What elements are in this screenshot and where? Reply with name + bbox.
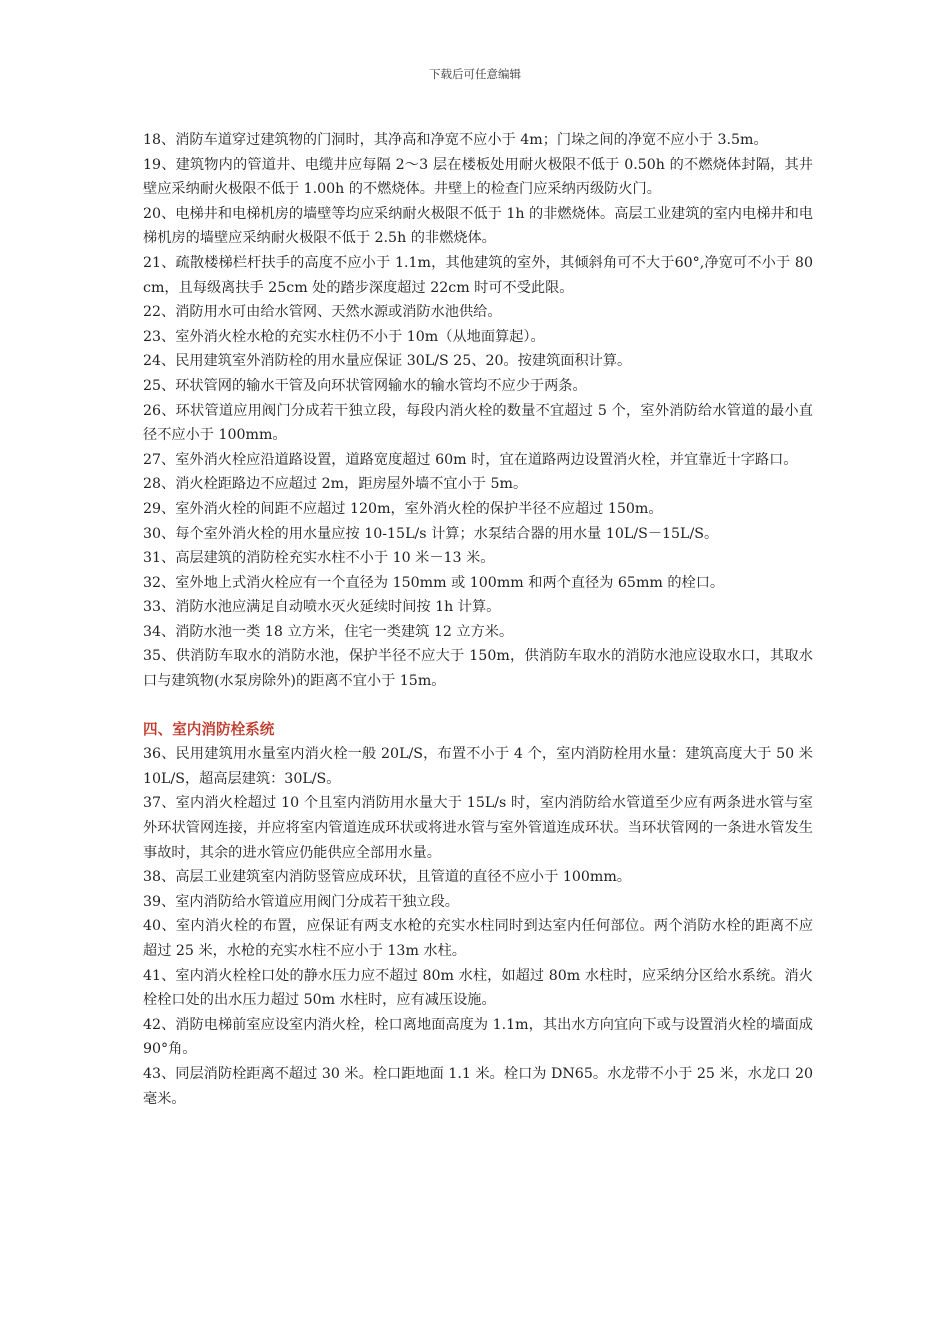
list-item: 28、消火栓距路边不应超过 2m，距房屋外墙不宜小于 5m。: [143, 476, 528, 493]
list-item: 31、高层建筑的消防栓充实水柱不小于 10 米－13 米。: [143, 550, 495, 567]
list-item: 37、室内消火栓超过 10 个且室内消防用水量大于 15L/s 时，室内消防给水管道至少应有两条进水管与室外环状管网连接，并应将室内管道连成环状或将进水管与室外管道连成环状。当环状管网的一条进水管发生事故时，其余的进水管应仍能供应全部用水量。: [143, 795, 813, 861]
list-item: 33、消防水池应满足自动喷水灭火延续时间按 1h 计算。: [143, 599, 501, 616]
list-item: 18、消防车道穿过建筑物的门洞时，其净高和净宽不应小于 4m；门垛之间的净宽不应小于 3.5m。: [143, 132, 768, 148]
list-item: 22、消防用水可由给水管网、天然水源或消防水池供给。: [143, 304, 502, 321]
list-item: 24、民用建筑室外消防栓的用水量应保证 30L/S 25、20。按建筑面积计算。: [143, 353, 632, 370]
list-item: 23、室外消火栓水枪的充实水柱仍不小于 10m（从地面算起）。: [143, 328, 545, 345]
list-item: 32、室外地上式消火栓应有一个直径为 150mm 或 100mm 和两个直径为 65mm 的栓口。: [143, 574, 725, 591]
list-item: 34、消防水池一类 18 立方米，住宅一类建筑 12 立方米。: [143, 623, 514, 640]
list-item: 19、建筑物内的管道井、电缆井应每隔 2～3 层在楼板处用耐火极限不低于 0.50h 的不燃烧体封隔，其井壁应采纳耐火极限不低于 1.00h 的不燃烧体。井壁上的检查门应采纳丙级防火门。: [143, 156, 813, 198]
list-item: 25、环状管网的输水干管及向环状管网输水的输水管均不应少于两条。: [143, 377, 587, 394]
list-item: 27、室外消火栓应沿道路设置，道路宽度超过 60m 时，宜在道路两边设置消火栓，并宜靠近十字路口。: [143, 451, 798, 468]
list-item: 36、民用建筑用水量室内消火栓一般 20L/S，布置不小于 4 个，室内消防栓用水量：建筑高度大于 50 米 10L/S，超高层建筑：30L/S。: [143, 746, 813, 787]
list-item: 40、室内消火栓的布置，应保证有两支水枪的充实水柱同时到达室内任何部位。两个消防水栓的距离不应超过 25 米，水枪的充实水柱不应小于 13m 水柱。: [143, 918, 813, 959]
list-item: 39、室内消防给水管道应用阀门分成若干独立段。: [143, 893, 459, 910]
list-item: 35、供消防车取水的消防水池，保护半径不应大于 150m，供消防车取水的消防水池应设取水口，其取水口与建筑物(水泵房除外)的距离不宜小于 15m。: [143, 648, 813, 690]
list-item: 38、高层工业建筑室内消防竖管应成环状，且管道的直径不应小于 100mm。: [143, 869, 631, 886]
list-item: 43、同层消防栓距离不超过 30 米。栓口距地面 1.1 米。栓口为 DN65。水龙带不小于 25 米，水龙口 20 毫米。: [143, 1065, 813, 1107]
list-item: 42、消防电梯前室应设室内消火栓，栓口离地面高度为 1.1m，其出水方向宜向下或与设置消火栓的墙面成 90°角。: [143, 1016, 813, 1058]
document-body: [143, 128, 813, 1111]
list-item: 30、每个室外消火栓的用水量应按 10-15L/s 计算；水泵结合器的用水量 10L/S－15L/S。: [143, 525, 719, 542]
list-item: 41、室内消火栓栓口处的静水压力应不超过 80m 水柱，如超过 80m 水柱时，应采纳分区给水系统。消火栓栓口处的出水压力超过 50m 水柱时，应有减压设施。: [143, 967, 813, 1009]
page-header: 下载后可任意编辑: [429, 67, 521, 81]
list-item: 26、环状管道应用阀门分成若干独立段，每段内消火栓的数量不宜超过 5 个，室外消防给水管道的最小直径不应小于 100mm。: [143, 402, 813, 444]
list-item: 21、疏散楼梯栏杆扶手的高度不应小于 1.1m，其他建筑的室外，其倾斜角可不大于60°,净宽可不小于 80cm，且每级离扶手 25cm 处的踏步深度超过 22cm 时可不受此限。: [143, 254, 813, 296]
section-heading: 四、室内消防栓系统: [143, 720, 275, 738]
list-item: 29、室外消火栓的间距不应超过 120m，室外消火栓的保护半径不应超过 150m。: [143, 500, 663, 517]
list-item: 20、电梯井和电梯机房的墙壁等均应采纳耐火极限不低于 1h 的非燃烧体。高层工业建筑的室内电梯井和电梯机房的墙壁应采纳耐火极限不低于 2.5h 的非燃烧体。: [143, 205, 813, 247]
